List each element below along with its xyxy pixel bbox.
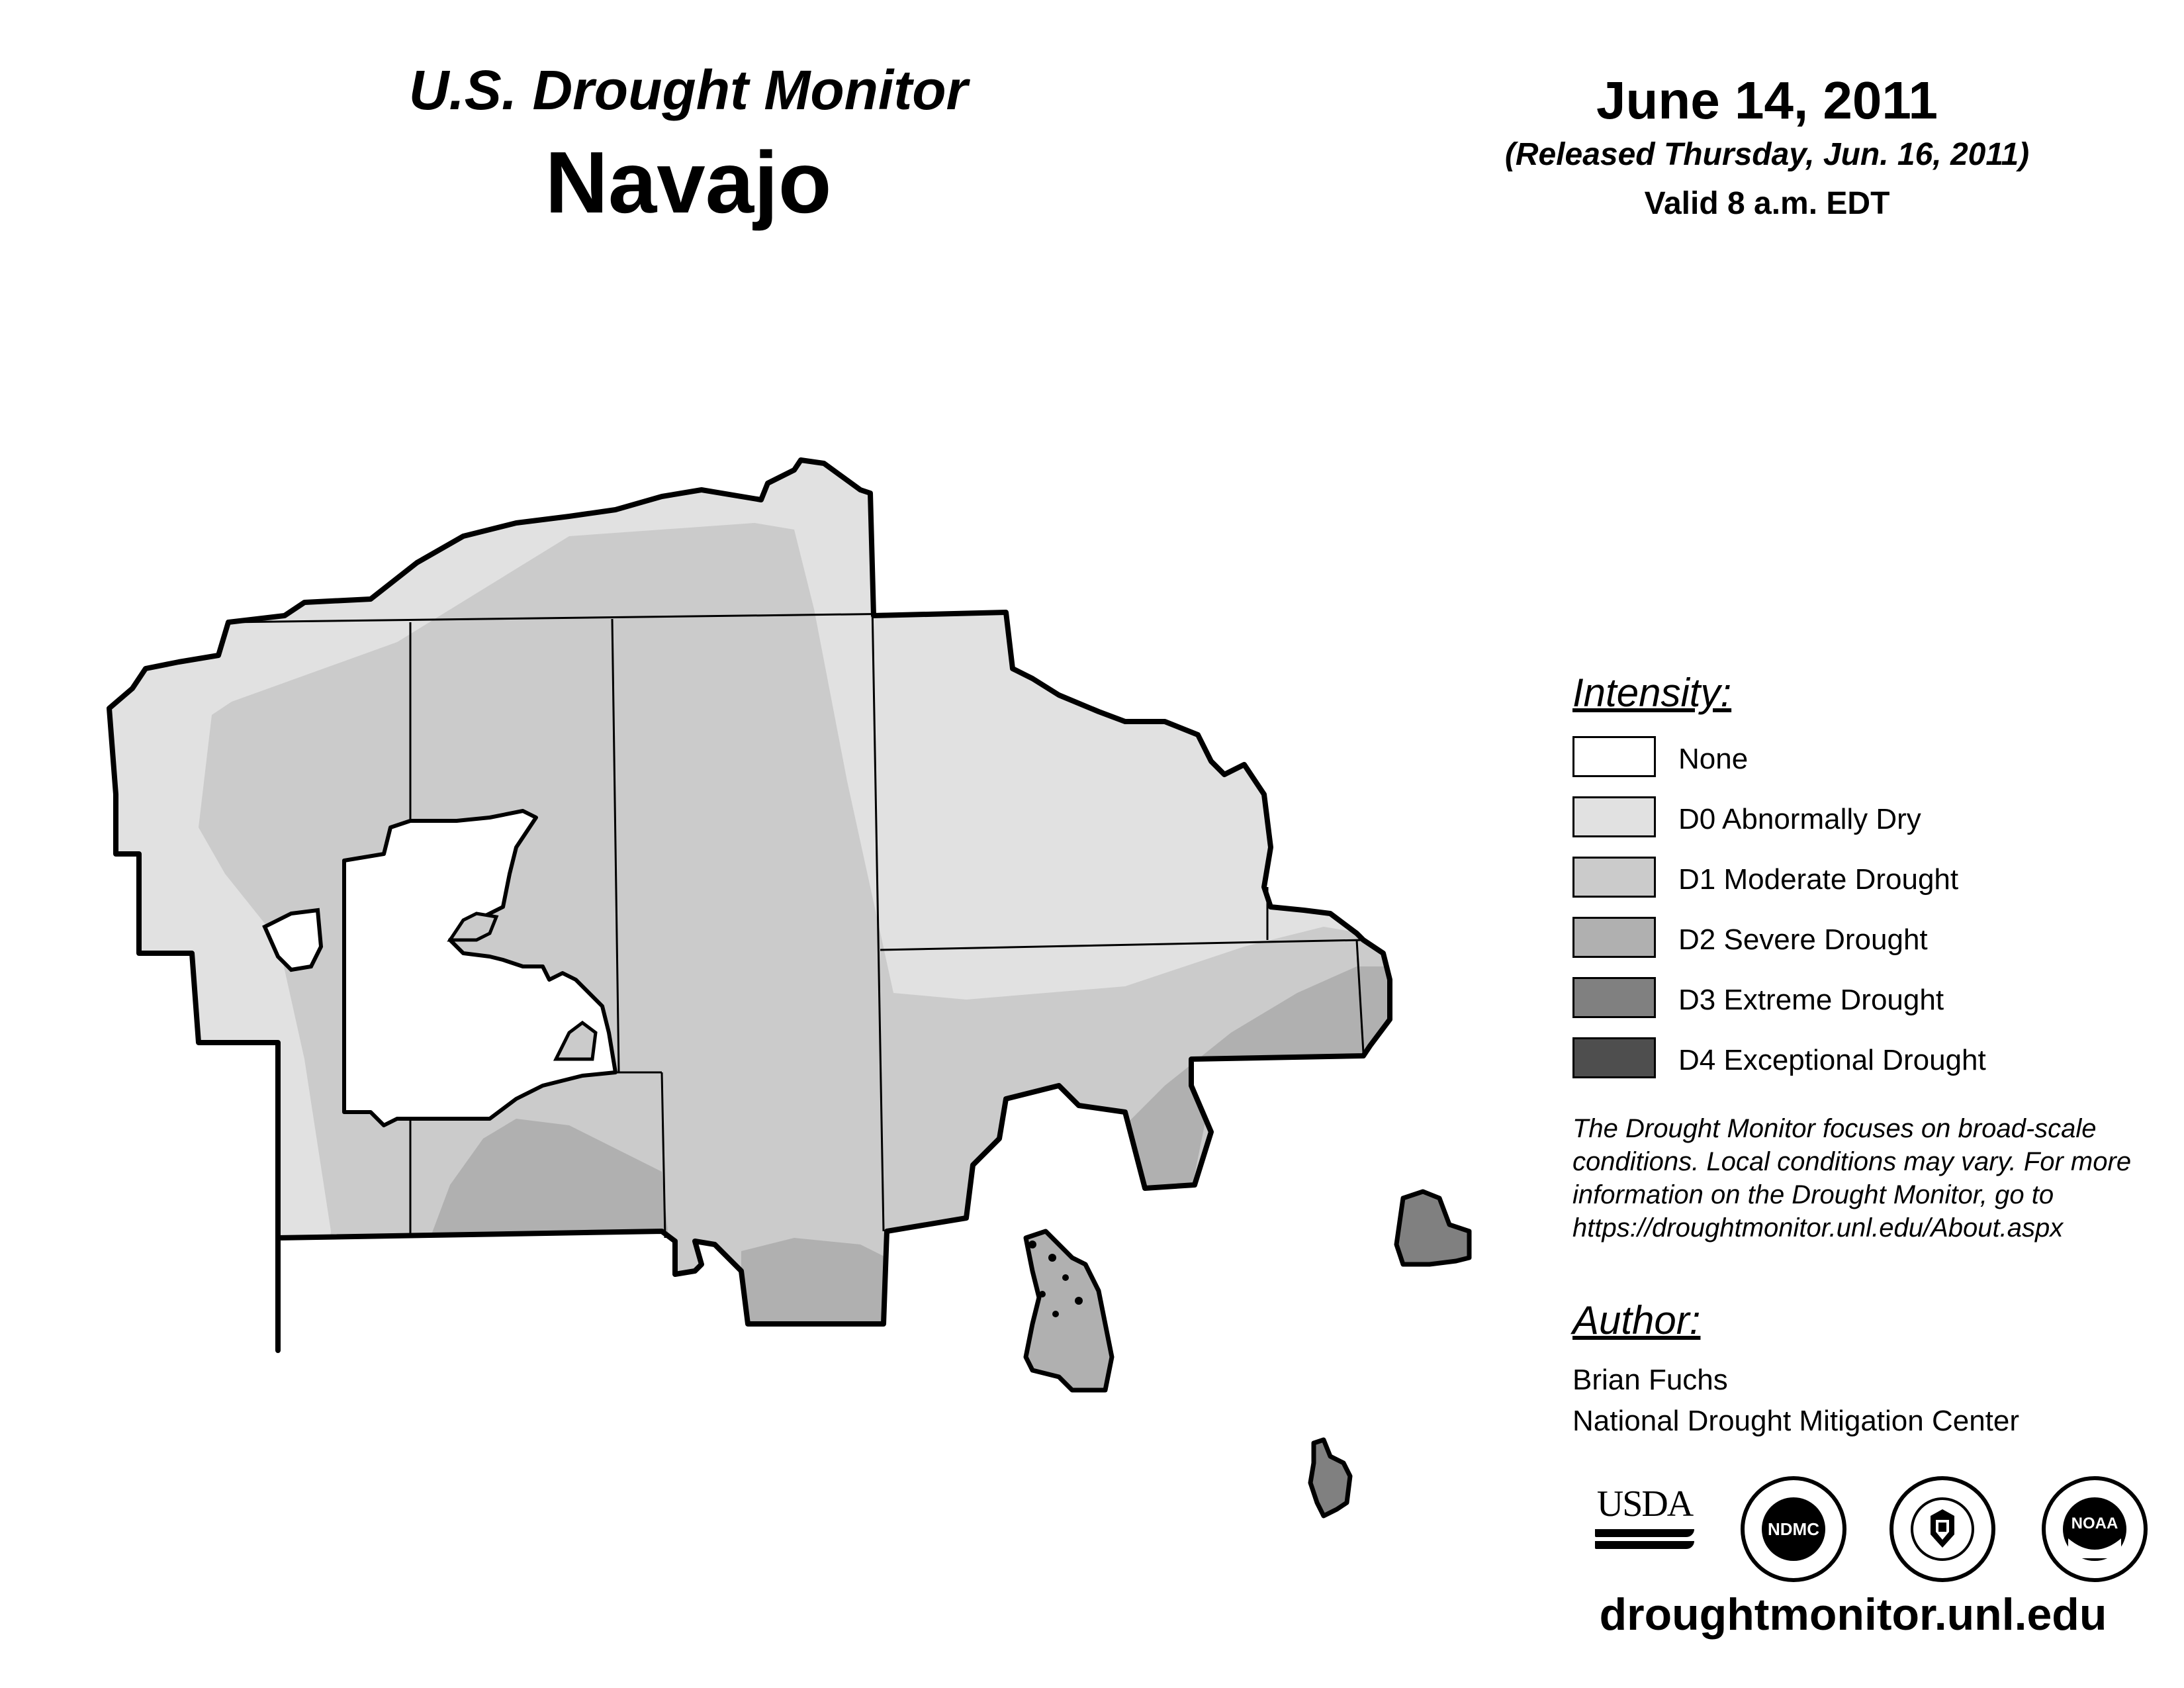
legend-item-d1 [1572, 857, 2115, 903]
legend-swatch-d1 [1572, 857, 1656, 898]
legend-item-d2 [1572, 917, 2115, 963]
legend-swatch-d0 [1572, 796, 1656, 837]
d2-satellite-ramah [1026, 1231, 1112, 1390]
author-title: Author: [1572, 1298, 1701, 1342]
usda-logo [1588, 1483, 1701, 1556]
author-name: Brian Fuchs [1572, 1364, 1728, 1396]
d3-satellite-south [1310, 1440, 1350, 1516]
legend-item-d3 [1572, 977, 2115, 1023]
ndmc-logo [1741, 1476, 1846, 1582]
legend-label-d2: D2 Severe Drought [1678, 923, 1928, 956]
legend-swatch-d3 [1572, 977, 1656, 1018]
legend-label-d1: D1 Moderate Drought [1678, 863, 1959, 896]
legend-swatch-d2 [1572, 917, 1656, 958]
seagull-icon [2063, 1532, 2126, 1558]
map-date: June 14, 2011 [1596, 71, 1938, 130]
legend-swatch-none [1572, 736, 1656, 777]
noaa-logo-text: NOAA [2071, 1515, 2118, 1532]
footer-url: droughtmonitor.unl.edu [1599, 1589, 2107, 1640]
legend-label-none: None [1678, 743, 1749, 775]
legend-label-d4: D4 Exceptional Drought [1678, 1044, 1986, 1076]
commerce-seal-logo [1889, 1476, 1995, 1582]
author-organization: National Drought Mitigation Center [1572, 1405, 2020, 1437]
legend-item-d4 [1572, 1037, 2115, 1084]
d3-satellite-east [1396, 1192, 1469, 1264]
legend-item-d0 [1572, 796, 2115, 843]
eagle-shield-icon [1913, 1500, 1972, 1558]
legend-label-d3: D3 Extreme Drought [1678, 984, 1944, 1016]
ndmc-logo-text: NDMC [1762, 1497, 1825, 1561]
valid-time: Valid 8 a.m. EDT [1644, 186, 1890, 221]
noaa-logo [2042, 1476, 2148, 1582]
release-date: (Released Thursday, Jun. 16, 2011) [1504, 137, 2030, 172]
legend-label-d0: D0 Abnormally Dry [1678, 803, 1921, 835]
legend-title: Intensity: [1572, 671, 1732, 715]
legend-swatch-d4 [1572, 1037, 1656, 1078]
usda-logo-text: USDA [1596, 1483, 1693, 1524]
map-title: U.S. Drought Monitor [408, 59, 968, 121]
d2-region-south-central [741, 1238, 887, 1331]
legend-note: The Drought Monitor focuses on broad-scale conditions. Local conditions may vary. For more information on the Drought Monitor, go to https://droughtmonitor.unl.edu/About.aspx [1572, 1114, 2132, 1243]
legend-item-none [1572, 736, 2115, 782]
region-title: Navajo [545, 134, 832, 231]
